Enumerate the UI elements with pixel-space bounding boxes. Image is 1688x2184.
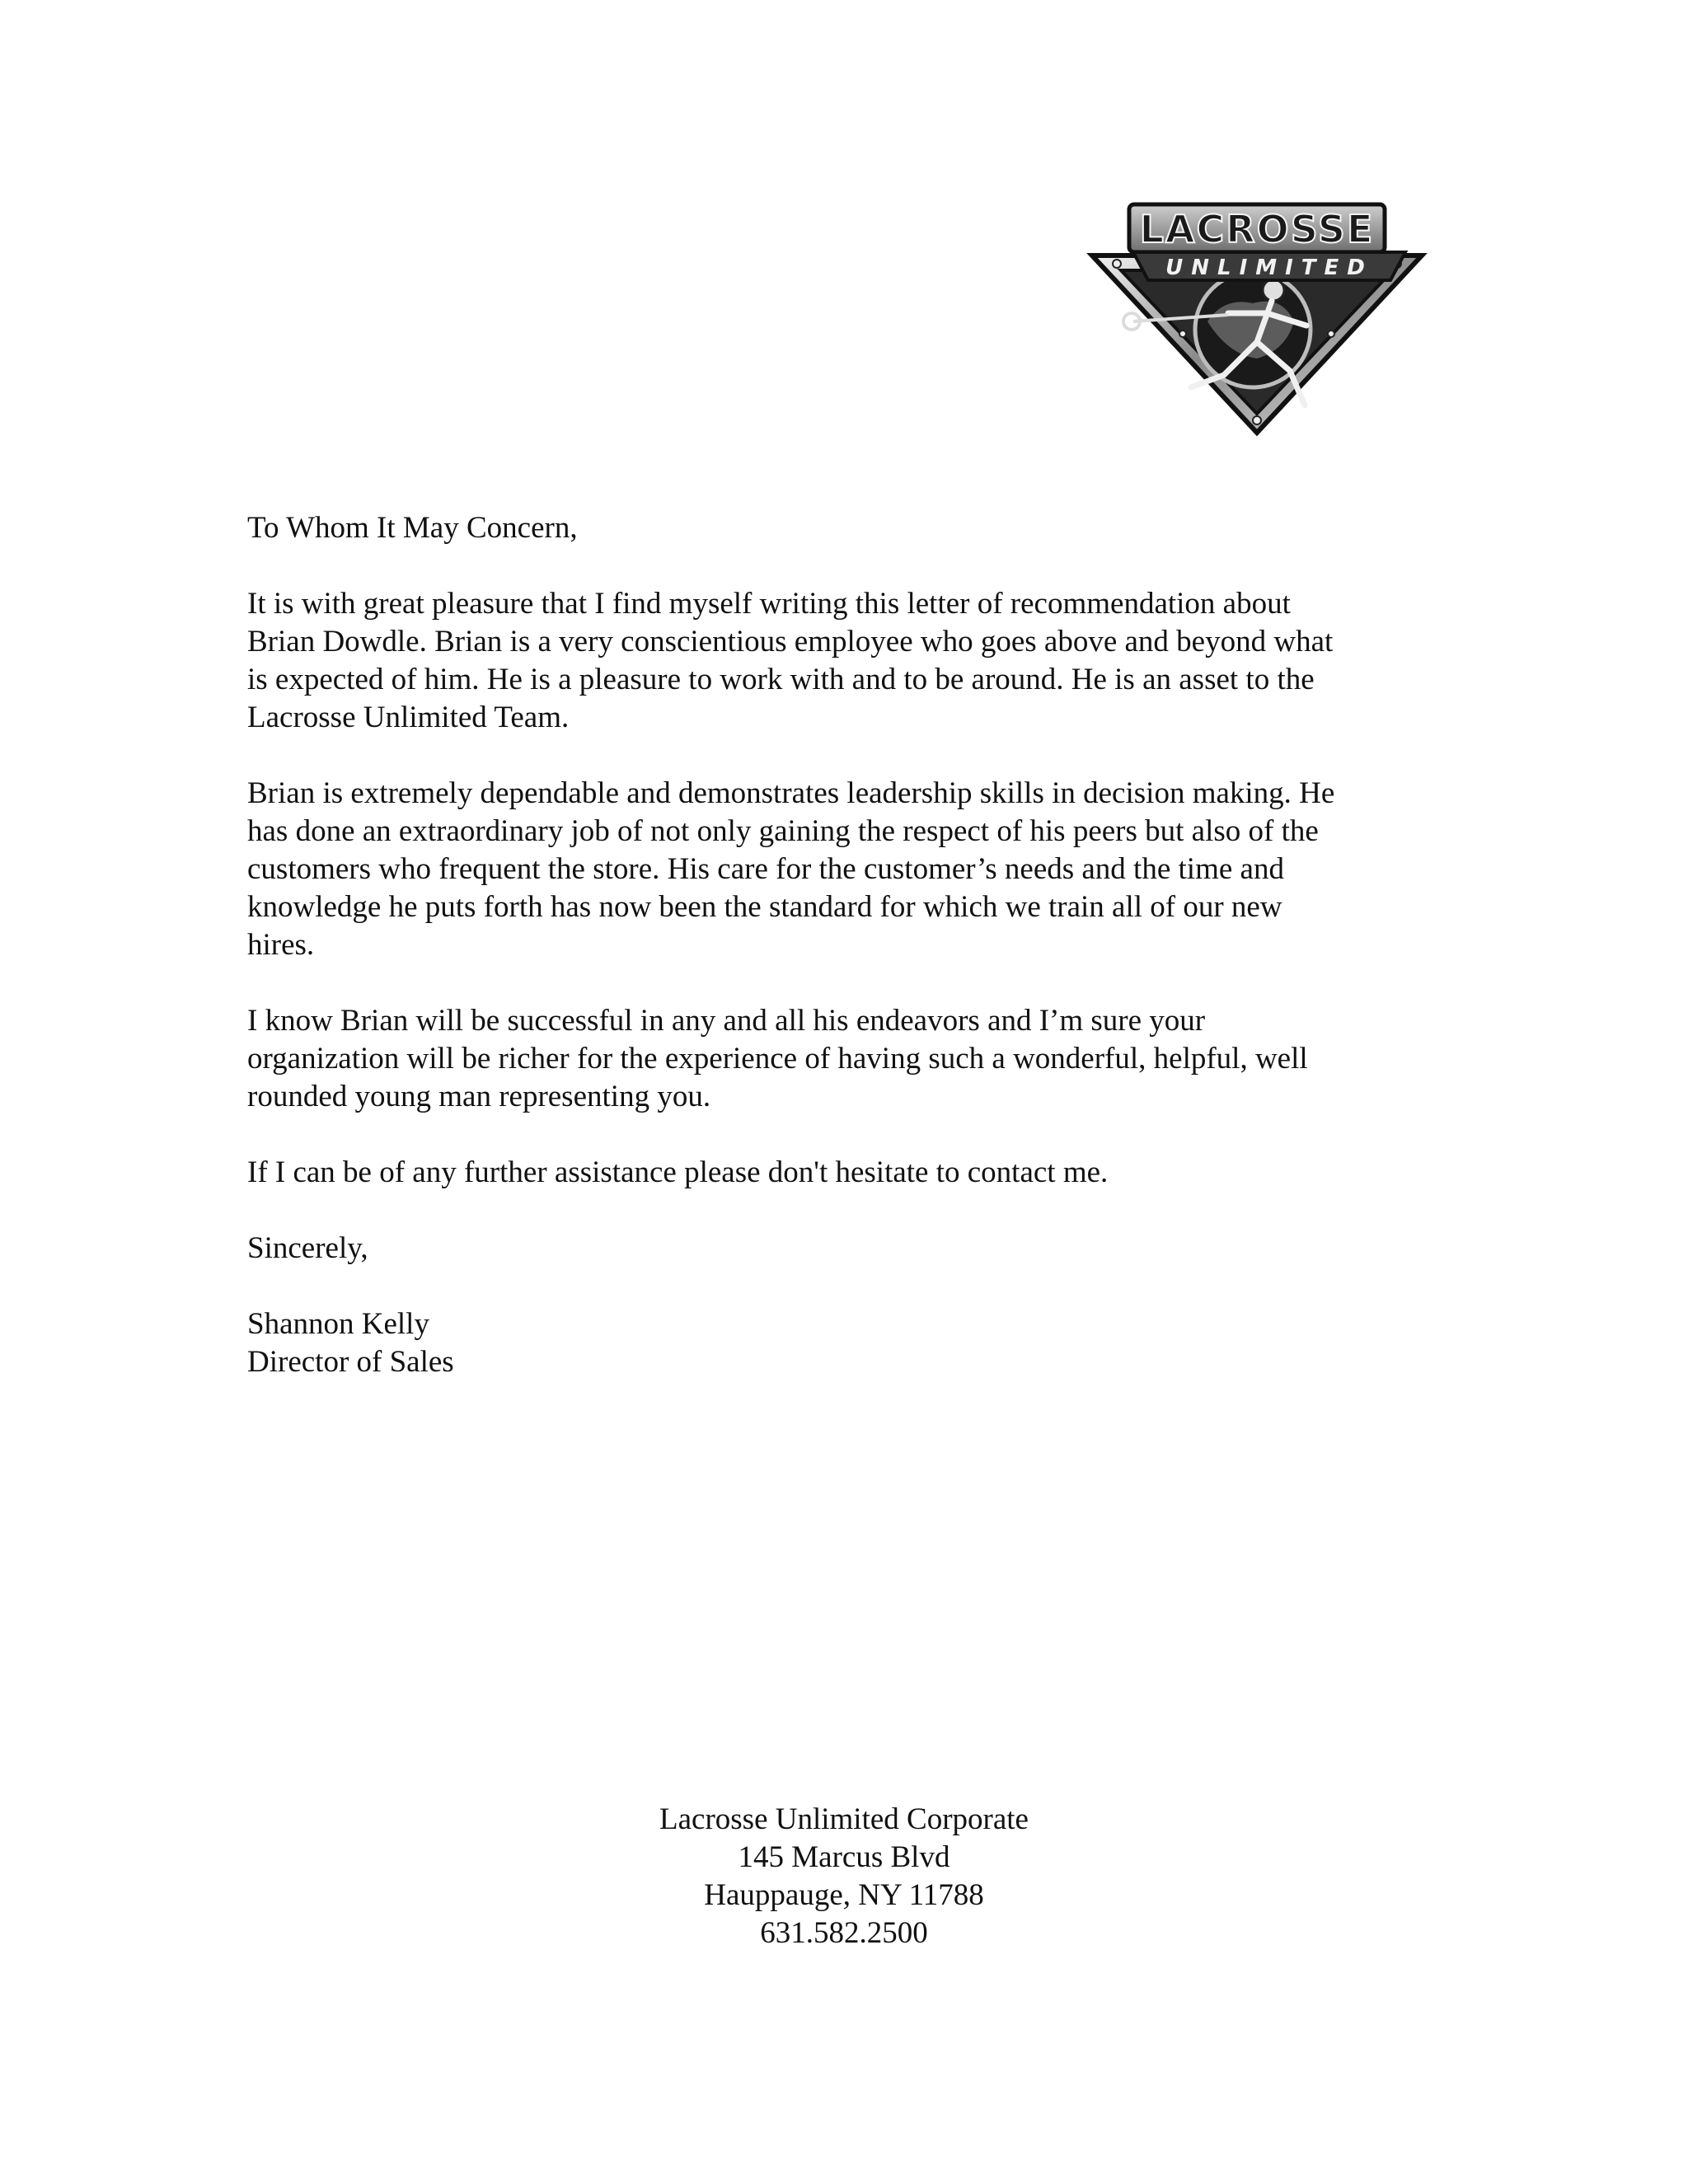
paragraph-contact: If I can be of any further assistance please don't hesitate to contact me. (247, 1155, 1109, 1189)
text-line: knowledge he puts forth has now been the standard for which we train all of our new (247, 890, 1282, 924)
footer-phone: 631.582.2500 (760, 1916, 928, 1950)
text-line: organization will be richer for the experience of having such a wonderful, helpful, well (247, 1042, 1308, 1076)
text-line: rounded young man representing you. (247, 1080, 711, 1113)
svg-text:LACROSSE: LACROSSE (1139, 207, 1375, 251)
salutation: To Whom It May Concern, (247, 511, 578, 545)
text-line: has done an extraordinary job of not only gaining the respect of his peers but also of the (247, 814, 1319, 848)
footer-city-state-zip: Hauppauge, NY 11788 (704, 1878, 984, 1912)
letter-body (247, 509, 1451, 1381)
text-line: I know Brian will be successful in any and all his endeavors and I’m sure your (247, 1004, 1206, 1038)
svg-text:UNLIMITED: UNLIMITED (1165, 255, 1373, 280)
company-logo (1084, 198, 1430, 437)
text-line: Brian Dowdle. Brian is a very conscientious employee who goes above and beyond what (247, 625, 1334, 658)
closing: Sincerely, (247, 1231, 368, 1265)
signature-block (247, 1305, 1451, 1381)
signer-title: Director of Sales (247, 1345, 454, 1379)
footer-company: Lacrosse Unlimited Corporate (659, 1802, 1029, 1836)
paragraph-success (247, 1002, 1451, 1116)
text-line: Brian is extremely dependable and demonstrates leadership skills in decision making. He (247, 776, 1335, 810)
footer-street: 145 Marcus Blvd (738, 1840, 950, 1874)
company-address-footer (0, 1801, 1688, 1952)
paragraph-dependability (247, 775, 1451, 964)
text-line: hires. (247, 928, 315, 962)
text-line: Lacrosse Unlimited Team. (247, 701, 570, 734)
paragraph-recommendation (247, 585, 1451, 737)
text-line: It is with great pleasure that I find myself writing this letter of recommendation about (247, 587, 1291, 621)
text-line: is expected of him. He is a pleasure to work with and to be around. He is an asset to the (247, 663, 1315, 696)
signer-name: Shannon Kelly (247, 1307, 429, 1341)
text-line: customers who frequent the store. His care for the customer’s needs and the time and (247, 852, 1284, 886)
